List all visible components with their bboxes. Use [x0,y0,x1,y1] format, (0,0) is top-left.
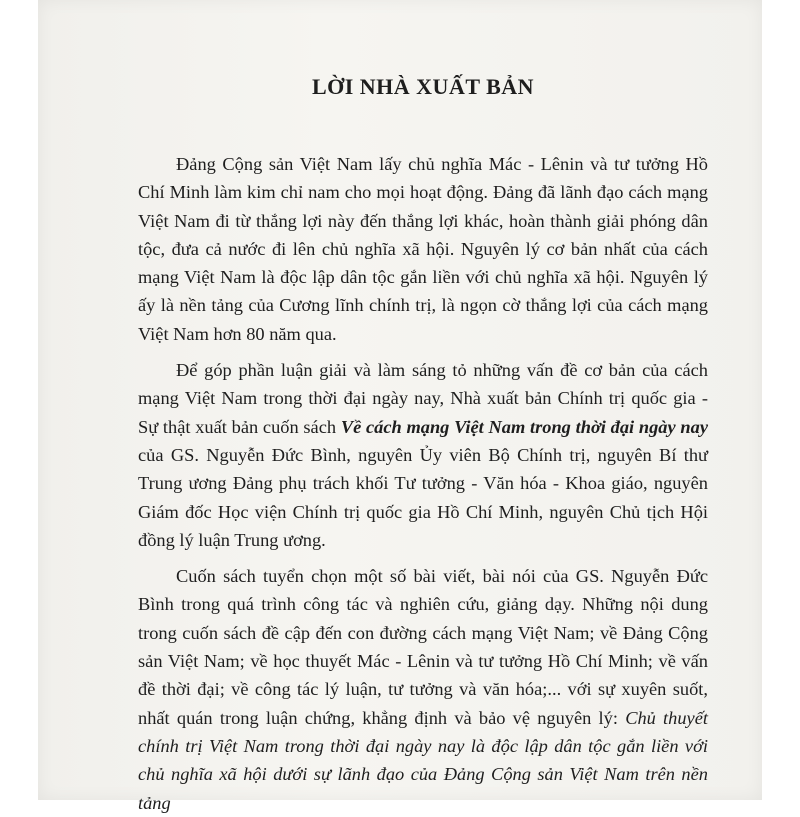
paragraph-3 [138,562,708,817]
paragraph-3-text-a: Cuốn sách tuyển chọn một số bài viết, bài nói của GS. Nguyễn Đức Bình trong quá trình công tác và nghiên cứu, giảng dạy. Những nội dung trong cuốn sách đề cập đến con đường cách mạng Việt Nam; về Đảng Cộng sản Việt Nam; về học thuyết Mác - Lênin và tư tưởng Hồ Chí Minh; về vấn đề thời đại; về công tác lý luận, tư tưởng và văn hóa;... với sự xuyên suốt, nhất quán trong luận chứng, khẳng định và bảo vệ nguyên lý: [138,566,708,728]
page-content [138,72,708,817]
book-title: Về cách mạng Việt Nam trong thời đại ngày nay [340,416,708,437]
page-title: LỜI NHÀ XUẤT BẢN [311,74,535,99]
paragraph-2 [138,356,708,554]
principle-quote: Chủ thuyết chính trị Việt Nam trong thời đại ngày nay là độc lập dân tộc gắn liền với chủ nghĩa xã hội dưới sự lãnh đạo của Đảng Cộng sản Việt Nam trên nền tảng [138,707,708,813]
paragraph-2-text-a: Để góp phần luận giải và làm sáng tỏ những vấn đề cơ bản của cách mạng Việt Nam trong thời đại ngày nay, Nhà xuất bản Chính trị quốc gia - Sự thật xuất bản cuốn sách [138,360,708,437]
paragraph-2-text-b: của GS. Nguyễn Đức Bình, nguyên Ủy viên Bộ Chính trị, nguyên Bí thư Trung ương Đảng phụ trách khối Tư tưởng - Văn hóa - Khoa giáo, nguyên Giám đốc Học viện Chính trị quốc gia Hồ Chí Minh, nguyên Chủ tịch Hội đồng lý luận Trung ương. [138,444,708,550]
book-page [38,0,762,813]
paragraph-1: Đảng Cộng sản Việt Nam lấy chủ nghĩa Mác - Lênin và tư tưởng Hồ Chí Minh làm kim chỉ nam cho mọi hoạt động. Đảng đã lãnh đạo cách mạng Việt Nam đi từ thắng lợi này đến thắng lợi khác, hoàn thành giải phóng dân tộc, đưa cả nước đi lên chủ nghĩa xã hội. Nguyên lý cơ bản nhất của cách mạng Việt Nam là độc lập dân tộc gắn liền với chủ nghĩa xã hội. Nguyên lý ấy là nền tảng của Cương lĩnh chính trị, là ngọn cờ thắng lợi của cách mạng Việt Nam hơn 80 năm qua. [138,154,708,344]
